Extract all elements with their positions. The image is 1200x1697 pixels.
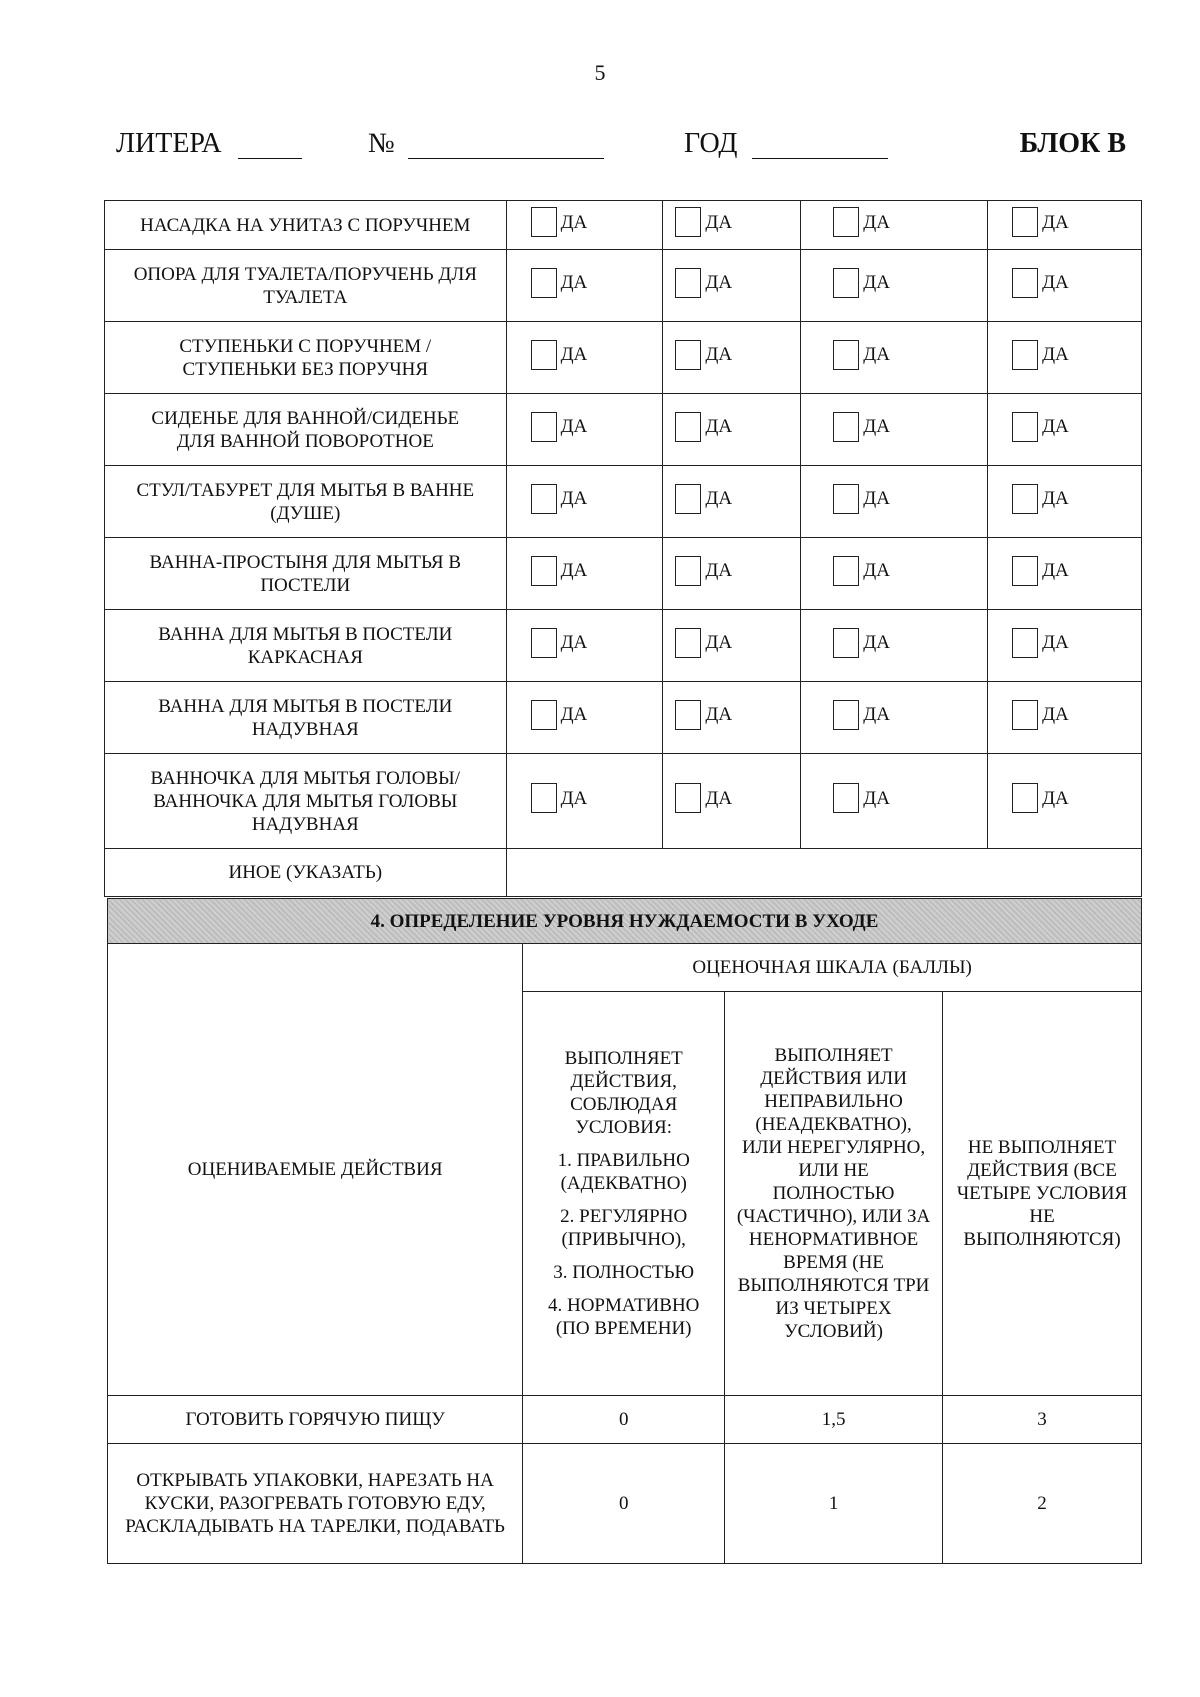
condition-complete: 3. ПОЛНОСТЬЮ	[553, 1262, 695, 1283]
checkbox-cell	[988, 394, 1142, 466]
equipment-row	[105, 466, 1142, 538]
yes-label: ДА	[705, 416, 733, 437]
yes-label: ДА	[1042, 416, 1069, 437]
yes-checkbox[interactable]	[833, 783, 859, 813]
yes-option[interactable]	[675, 700, 732, 730]
yes-label: ДА	[705, 344, 733, 365]
checkbox-cell	[506, 466, 663, 538]
equipment-row	[105, 682, 1142, 754]
litera-field[interactable]	[238, 158, 302, 159]
yes-checkbox[interactable]	[1012, 484, 1038, 514]
yes-option[interactable]	[833, 340, 890, 370]
yes-checkbox[interactable]	[833, 628, 859, 658]
page-number: 5	[594, 60, 606, 85]
equipment-row	[105, 754, 1142, 849]
other-input[interactable]	[506, 849, 1141, 897]
checkbox-cell	[801, 250, 988, 322]
yes-option[interactable]	[531, 783, 588, 813]
yes-checkbox[interactable]	[675, 484, 701, 514]
checkbox-cell	[663, 201, 801, 250]
yes-option[interactable]	[1012, 268, 1069, 298]
yes-option[interactable]	[675, 268, 732, 298]
yes-option[interactable]	[1012, 412, 1069, 442]
checkbox-cell	[506, 394, 663, 466]
checkbox-cell	[988, 538, 1142, 610]
equipment-name: ВАННА ДЛЯ МЫТЬЯ В ПОСТЕЛИ КАРКАСНАЯ	[105, 610, 507, 682]
scale-col-full	[523, 992, 725, 1396]
checkbox-cell	[663, 610, 801, 682]
yes-label: ДА	[863, 272, 890, 293]
care-score-none: 2	[943, 1444, 1142, 1564]
checkbox-cell	[988, 466, 1142, 538]
equipment-name: ВАННА-ПРОСТЫНЯ ДЛЯ МЫТЬЯ В ПОСТЕЛИ	[105, 538, 507, 610]
yes-label: ДА	[560, 787, 588, 809]
yes-checkbox[interactable]	[833, 412, 859, 442]
yes-label: ДА	[863, 344, 890, 365]
yes-label: ДА	[863, 488, 890, 509]
yes-label: ДА	[863, 787, 890, 809]
yes-label: ДА	[560, 272, 588, 293]
checkbox-cell	[988, 754, 1142, 849]
yes-checkbox[interactable]	[675, 412, 701, 442]
yes-option[interactable]	[1012, 556, 1069, 586]
checkbox-cell	[988, 610, 1142, 682]
equipment-row	[105, 538, 1142, 610]
checkbox-cell	[801, 201, 988, 250]
equipment-name: СТУЛ/ТАБУРЕТ ДЛЯ МЫТЬЯ В ВАННЕ (ДУШЕ)	[105, 466, 507, 538]
care-row	[108, 1444, 1142, 1564]
checkbox-cell	[988, 201, 1142, 250]
scale-header: ОЦЕНОЧНАЯ ШКАЛА (БАЛЛЫ)	[523, 944, 1142, 992]
yes-checkbox[interactable]	[675, 556, 701, 586]
checkbox-cell	[663, 754, 801, 849]
number-field[interactable]	[408, 158, 604, 159]
yes-checkbox[interactable]	[1012, 783, 1038, 813]
yes-label: ДА	[560, 211, 588, 233]
yes-option[interactable]	[531, 268, 588, 298]
yes-checkbox[interactable]	[1012, 412, 1038, 442]
yes-checkbox[interactable]	[1012, 268, 1038, 298]
yes-label: ДА	[863, 416, 890, 437]
yes-option[interactable]	[675, 412, 732, 442]
checkbox-cell	[801, 322, 988, 394]
yes-checkbox[interactable]	[833, 268, 859, 298]
equipment-name: ВАННОЧКА ДЛЯ МЫТЬЯ ГОЛОВЫ/ ВАННОЧКА ДЛЯ МЫТЬЯ ГОЛОВЫ НАДУВНАЯ	[105, 754, 507, 849]
form-header	[116, 128, 1126, 168]
care-score-full: 0	[523, 1444, 725, 1564]
yes-option[interactable]	[833, 700, 890, 730]
yes-label: ДА	[560, 344, 588, 365]
yes-option[interactable]	[531, 484, 588, 514]
yes-checkbox[interactable]	[531, 340, 557, 370]
care-needs-table	[107, 898, 1142, 1564]
equipment-name: ВАННА ДЛЯ МЫТЬЯ В ПОСТЕЛИ НАДУВНАЯ	[105, 682, 507, 754]
yes-option[interactable]	[1012, 628, 1069, 658]
yes-option[interactable]	[675, 628, 732, 658]
yes-label: ДА	[1042, 488, 1069, 509]
equipment-name: СИДЕНЬЕ ДЛЯ ВАННОЙ/СИДЕНЬЕ ДЛЯ ВАННОЙ ПОВОРОТНОЕ	[105, 394, 507, 466]
actions-header: ОЦЕНИВАЕМЫЕ ДЕЙСТВИЯ	[108, 944, 523, 1396]
care-row	[108, 1396, 1142, 1444]
checkbox-cell	[663, 250, 801, 322]
care-score-none: 3	[943, 1396, 1142, 1444]
equipment-row	[105, 201, 1142, 250]
checkbox-cell	[801, 682, 988, 754]
condition-regular: 2. РЕГУЛЯРНО (ПРИВЫЧНО),	[560, 1206, 688, 1250]
checkbox-cell	[506, 322, 663, 394]
yes-option[interactable]	[531, 628, 588, 658]
other-label: ИНОЕ (УКАЗАТЬ)	[105, 849, 507, 897]
section-header-row	[108, 899, 1142, 944]
yes-option[interactable]	[833, 484, 890, 514]
checkbox-cell	[506, 201, 663, 250]
checkbox-cell	[663, 322, 801, 394]
checkbox-cell	[506, 754, 663, 849]
yes-option[interactable]	[833, 556, 890, 586]
equipment-name: СТУПЕНЬКИ С ПОРУЧНЕМ /СТУПЕНЬКИ БЕЗ ПОРУЧНЯ	[105, 322, 507, 394]
care-action: ГОТОВИТЬ ГОРЯЧУЮ ПИЩУ	[108, 1396, 523, 1444]
care-score-partial: 1,5	[725, 1396, 943, 1444]
yes-label: ДА	[863, 560, 890, 581]
yes-checkbox[interactable]	[833, 556, 859, 586]
checkbox-cell	[801, 538, 988, 610]
checkbox-cell	[663, 538, 801, 610]
block-label: БЛОК В	[1019, 128, 1126, 159]
checkbox-cell	[801, 610, 988, 682]
yes-option[interactable]	[833, 207, 890, 237]
equipment-row	[105, 322, 1142, 394]
checkbox-cell	[663, 466, 801, 538]
yes-checkbox[interactable]	[531, 783, 557, 813]
yes-label: ДА	[560, 704, 588, 725]
yes-checkbox[interactable]	[531, 412, 557, 442]
yes-checkbox[interactable]	[833, 340, 859, 370]
yes-checkbox[interactable]	[1012, 340, 1038, 370]
yes-option[interactable]	[1012, 207, 1069, 237]
other-row	[105, 849, 1142, 897]
yes-label: ДА	[1042, 560, 1069, 581]
yes-option[interactable]	[833, 628, 890, 658]
yes-label: ДА	[705, 632, 733, 653]
yes-option[interactable]	[1012, 700, 1069, 730]
yes-checkbox[interactable]	[1012, 700, 1038, 730]
checkbox-cell	[801, 466, 988, 538]
yes-label: ДА	[705, 560, 733, 581]
yes-option[interactable]	[531, 340, 588, 370]
yes-label: ДА	[1042, 211, 1069, 233]
yes-label: ДА	[705, 211, 733, 233]
yes-option[interactable]	[833, 783, 890, 813]
checkbox-cell	[506, 610, 663, 682]
condition-correct: 1. ПРАВИЛЬНО (АДЕКВАТНО)	[557, 1150, 690, 1194]
checkbox-cell	[506, 682, 663, 754]
year-field[interactable]	[752, 158, 888, 159]
yes-option[interactable]	[531, 700, 588, 730]
yes-option[interactable]	[675, 783, 732, 813]
yes-option[interactable]	[1012, 340, 1069, 370]
yes-label: ДА	[1042, 272, 1069, 293]
checkbox-cell	[988, 322, 1142, 394]
yes-label: ДА	[560, 560, 588, 581]
yes-option[interactable]	[675, 207, 732, 237]
yes-option[interactable]	[675, 556, 732, 586]
litera-label: ЛИТЕРА	[116, 128, 222, 159]
yes-checkbox[interactable]	[531, 628, 557, 658]
equipment-name: НАСАДКА НА УНИТАЗ С ПОРУЧНЕМ	[105, 201, 507, 250]
year-label: ГОД	[684, 128, 738, 159]
condition-normative: 4. НОРМАТИВНО (ПО ВРЕМЕНИ)	[547, 1295, 700, 1339]
yes-label: ДА	[705, 787, 733, 809]
checkbox-cell	[663, 682, 801, 754]
yes-label: ДА	[560, 416, 588, 437]
number-label: №	[368, 128, 395, 159]
yes-label: ДА	[705, 488, 733, 509]
checkbox-cell	[506, 538, 663, 610]
yes-label: ДА	[1042, 704, 1069, 725]
section-title: 4. ОПРЕДЕЛЕНИЕ УРОВНЯ НУЖДАЕМОСТИ В УХОДЕ	[108, 899, 1142, 944]
scale-col-partial: ВЫПОЛНЯЕТ ДЕЙСТВИЯ ИЛИ НЕПРАВИЛЬНО (НЕАДЕКВАТНО), ИЛИ НЕРЕГУЛЯРНО, ИЛИ НЕ ПОЛНОСТЬЮ (ЧАСТИЧНО), ИЛИ ЗА НЕНОРМАТИВНОЕ ВРЕМЯ (НЕ ВЫПОЛНЯЮТСЯ ТРИ ИЗ ЧЕТЫРЕХ УСЛОВИЙ)	[725, 992, 943, 1396]
equipment-row	[105, 394, 1142, 466]
yes-checkbox[interactable]	[675, 207, 701, 237]
yes-label: ДА	[863, 632, 890, 653]
yes-checkbox[interactable]	[531, 484, 557, 514]
care-score-full: 0	[523, 1396, 725, 1444]
yes-checkbox[interactable]	[1012, 556, 1038, 586]
yes-label: ДА	[863, 704, 890, 725]
yes-option[interactable]	[675, 484, 732, 514]
yes-checkbox[interactable]	[675, 628, 701, 658]
yes-option[interactable]	[675, 340, 732, 370]
yes-label: ДА	[1042, 787, 1069, 809]
equipment-row	[105, 250, 1142, 322]
yes-label: ДА	[560, 632, 588, 653]
equipment-row	[105, 610, 1142, 682]
yes-checkbox[interactable]	[675, 700, 701, 730]
yes-option[interactable]	[833, 412, 890, 442]
yes-checkbox[interactable]	[531, 556, 557, 586]
yes-checkbox[interactable]	[833, 207, 859, 237]
checkbox-cell	[988, 250, 1142, 322]
checkbox-cell	[801, 754, 988, 849]
yes-checkbox[interactable]	[833, 484, 859, 514]
checkbox-cell	[801, 394, 988, 466]
yes-checkbox[interactable]	[675, 783, 701, 813]
yes-checkbox[interactable]	[531, 700, 557, 730]
checkbox-cell	[988, 682, 1142, 754]
yes-option[interactable]	[1012, 783, 1069, 813]
yes-label: ДА	[863, 211, 890, 233]
scale-col-full-intro: ВЫПОЛНЯЕТ ДЕЙСТВИЯ, СОБЛЮДАЯ УСЛОВИЯ:	[564, 1048, 683, 1138]
yes-checkbox[interactable]	[675, 268, 701, 298]
yes-label: ДА	[705, 704, 733, 725]
yes-option[interactable]	[531, 412, 588, 442]
yes-label: ДА	[560, 488, 588, 509]
yes-checkbox[interactable]	[531, 268, 557, 298]
checkbox-cell	[663, 394, 801, 466]
yes-checkbox[interactable]	[675, 340, 701, 370]
equipment-name: ОПОРА ДЛЯ ТУАЛЕТА/ПОРУЧЕНЬ ДЛЯ ТУАЛЕТА	[105, 250, 507, 322]
yes-option[interactable]	[531, 556, 588, 586]
yes-label: ДА	[705, 272, 733, 293]
yes-checkbox[interactable]	[833, 700, 859, 730]
equipment-table	[104, 200, 1142, 897]
yes-option[interactable]	[833, 268, 890, 298]
scale-col-none: НЕ ВЫПОЛНЯЕТ ДЕЙСТВИЯ (ВСЕ ЧЕТЫРЕ УСЛОВИЯ НЕ ВЫПОЛНЯЮТСЯ)	[943, 992, 1142, 1396]
yes-label: ДА	[1042, 344, 1069, 365]
checkbox-cell	[506, 250, 663, 322]
yes-checkbox[interactable]	[531, 207, 557, 237]
yes-checkbox[interactable]	[1012, 628, 1038, 658]
yes-checkbox[interactable]	[1012, 207, 1038, 237]
yes-option[interactable]	[1012, 484, 1069, 514]
yes-label: ДА	[1042, 632, 1069, 653]
care-action: ОТКРЫВАТЬ УПАКОВКИ, НАРЕЗАТЬ НА КУСКИ, РАЗОГРЕВАТЬ ГОТОВУЮ ЕДУ, РАСКЛАДЫВАТЬ НА ТАРЕЛКИ, ПОДАВАТЬ	[108, 1444, 523, 1564]
yes-option[interactable]	[531, 207, 588, 237]
care-score-partial: 1	[725, 1444, 943, 1564]
